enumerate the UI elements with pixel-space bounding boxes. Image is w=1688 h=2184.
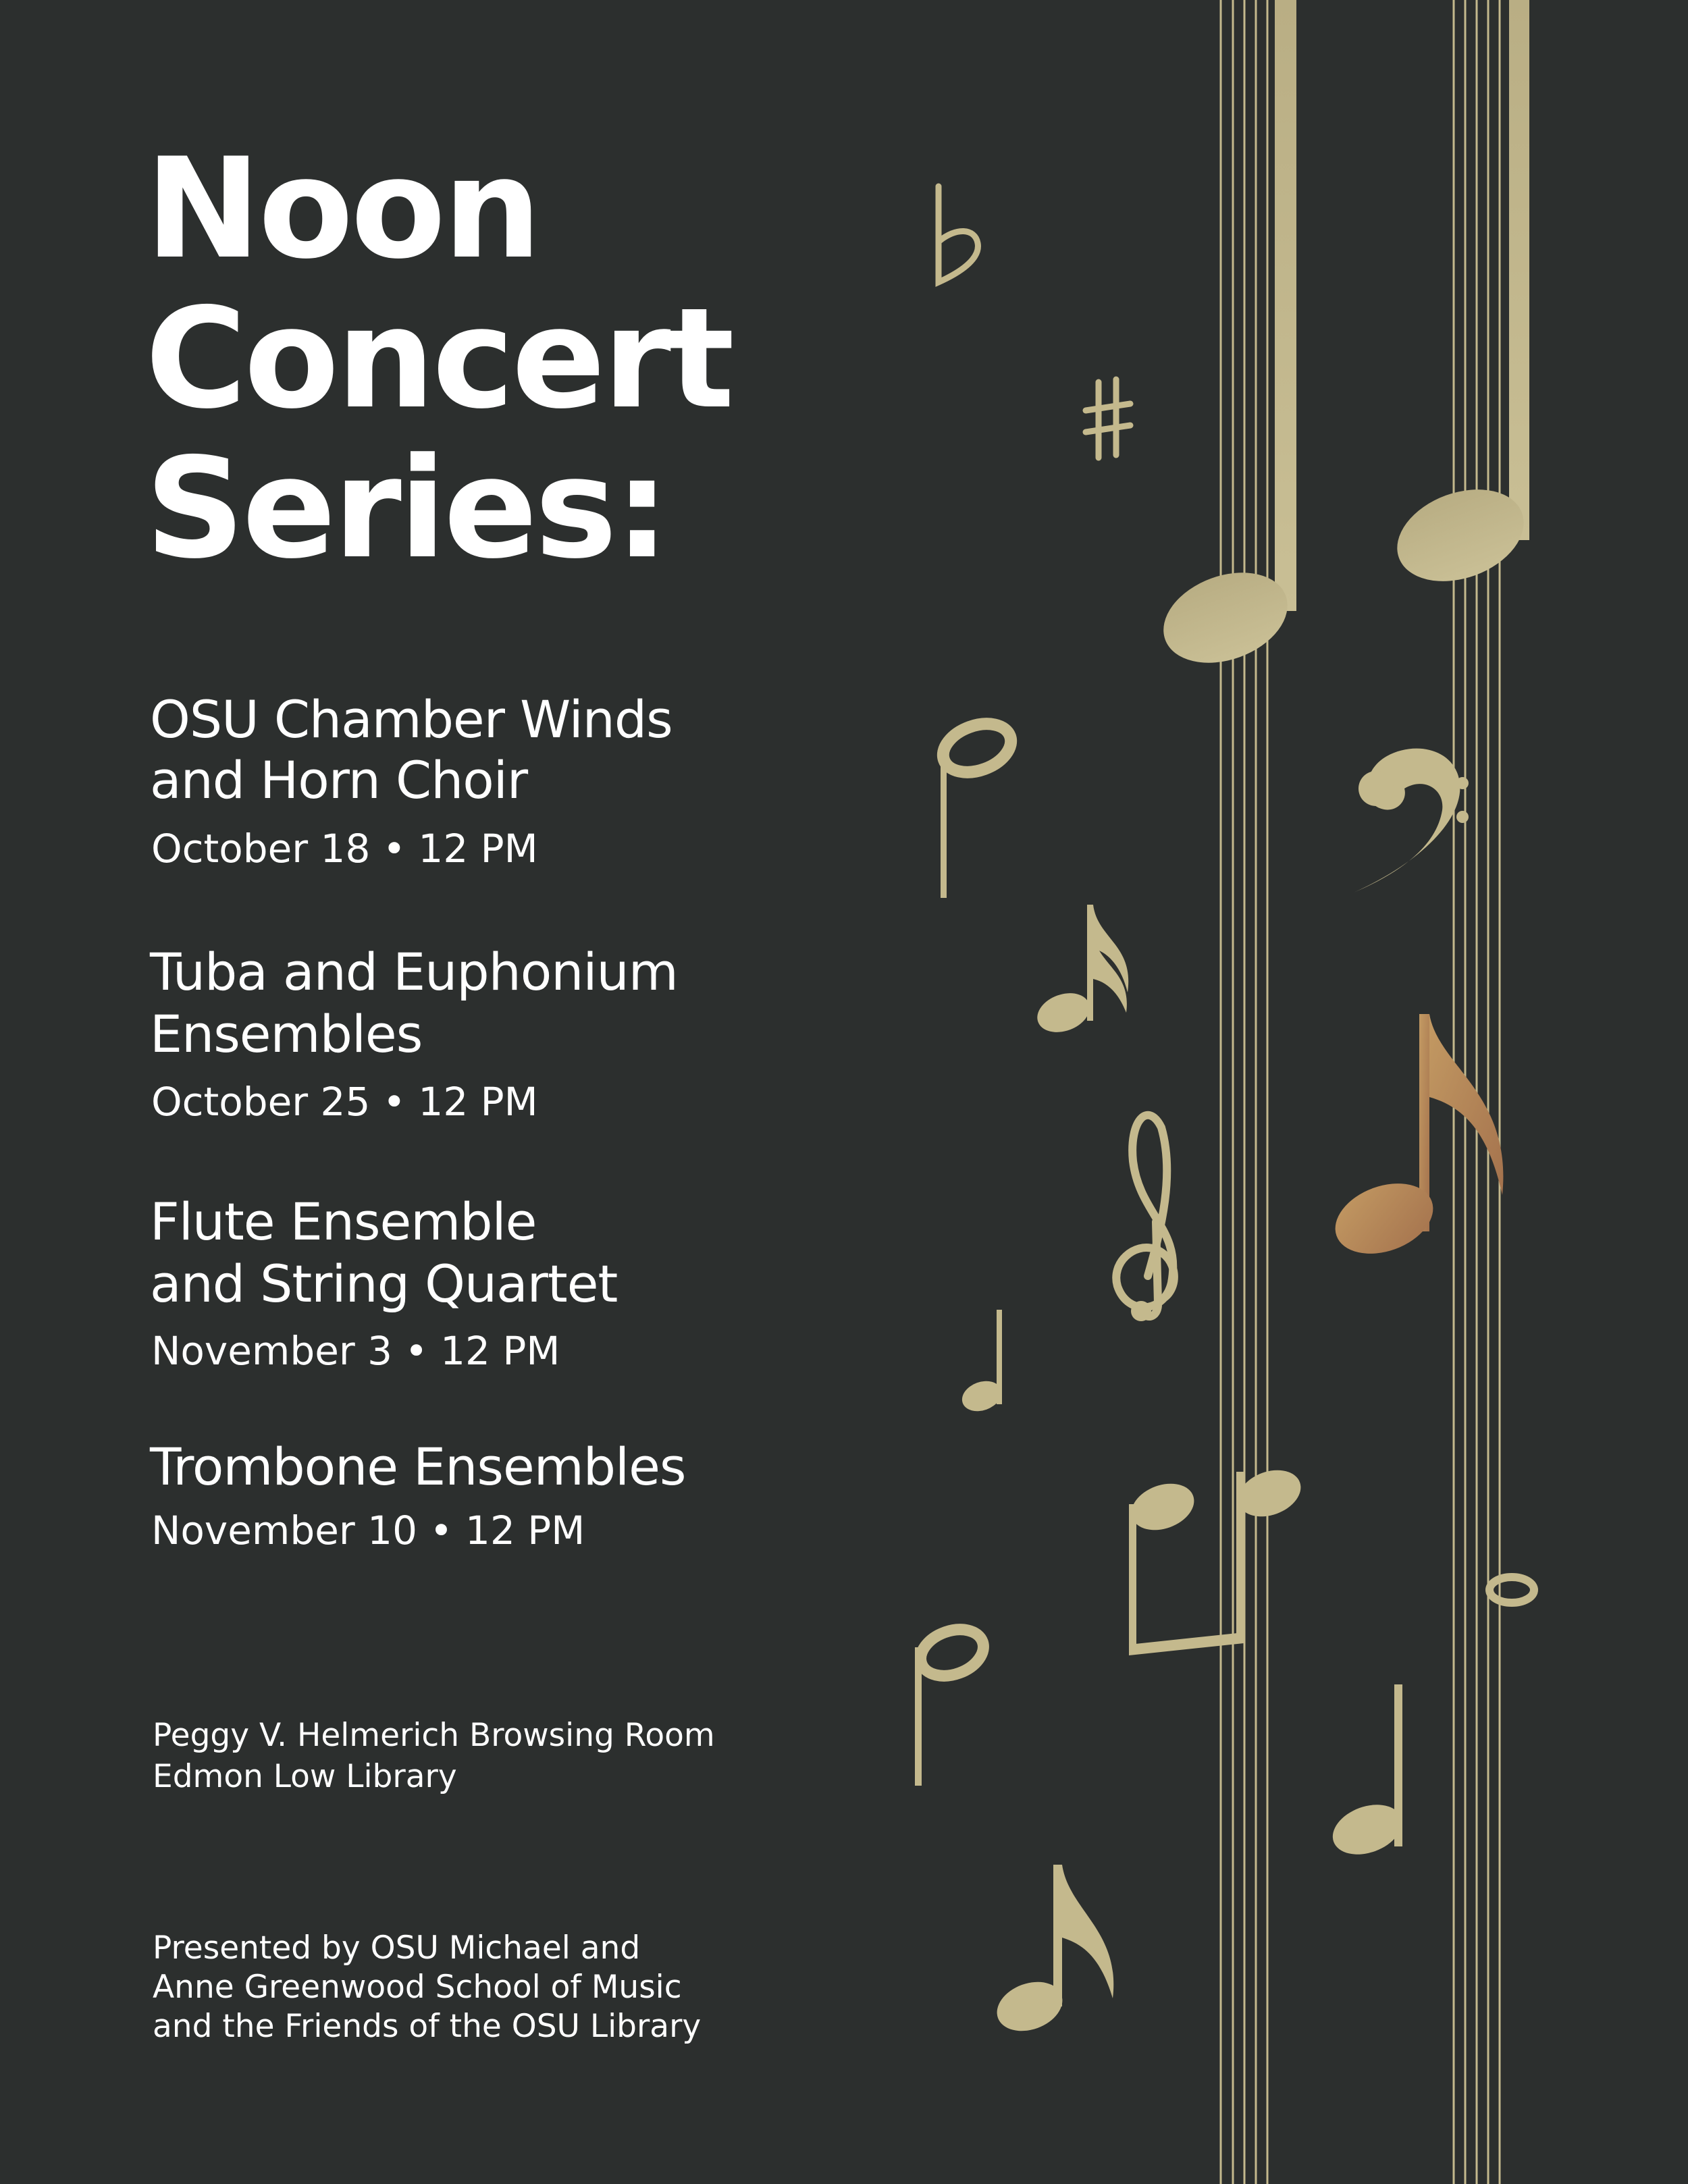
- event-date: November 10 • 12 PM: [151, 1508, 585, 1553]
- event-name: and Horn Choir: [150, 750, 528, 810]
- presenter-line: Anne Greenwood School of Music: [153, 1969, 682, 2006]
- quarter-note-icon: [958, 1310, 1006, 1416]
- staff-lines-left: [1221, 0, 1267, 2184]
- quarter-note-icon: [1326, 1684, 1409, 1863]
- whole-note-icon: [1489, 1577, 1534, 1603]
- sharp-icon: [1086, 379, 1130, 458]
- event-date: October 25 • 12 PM: [151, 1079, 538, 1125]
- event-date: November 3 • 12 PM: [151, 1328, 560, 1374]
- event-name: Ensembles: [150, 1004, 423, 1064]
- event-name: Flute Ensemble: [150, 1192, 537, 1252]
- quarter-note-icon: [1151, 0, 1300, 679]
- treble-clef-icon: [1116, 1115, 1174, 1316]
- treble-clef-dot: [1131, 1301, 1151, 1321]
- venue-line: Peggy V. Helmerich Browsing Room: [153, 1717, 715, 1754]
- bass-clef-icon: [1354, 749, 1469, 893]
- event-name: OSU Chamber Winds: [150, 689, 672, 749]
- venue-line: Edmon Low Library: [153, 1758, 457, 1795]
- title-line-3: Series:: [145, 429, 668, 589]
- quarter-note-icon: [1384, 0, 1536, 597]
- presenter-line: Presented by OSU Michael and: [153, 1929, 641, 1967]
- title-line-2: Concert: [145, 279, 732, 440]
- half-note-icon: [937, 715, 1018, 898]
- flat-icon: [939, 186, 978, 282]
- presenter-line: and the Friends of the OSU Library: [153, 2008, 702, 2045]
- event-date: October 18 • 12 PM: [151, 826, 538, 872]
- sixteenth-note-icon: [1032, 905, 1128, 1039]
- event-name: Tuba and Euphonium: [150, 942, 678, 1002]
- event-name: Trombone Ensembles: [150, 1437, 686, 1497]
- title-line-1: Noon: [145, 129, 539, 290]
- event-name: and String Quartet: [150, 1254, 618, 1314]
- eighth-note-icon: [990, 1865, 1113, 2040]
- half-note-icon: [914, 1622, 990, 1786]
- beamed-notes-icon: [1125, 1462, 1307, 1655]
